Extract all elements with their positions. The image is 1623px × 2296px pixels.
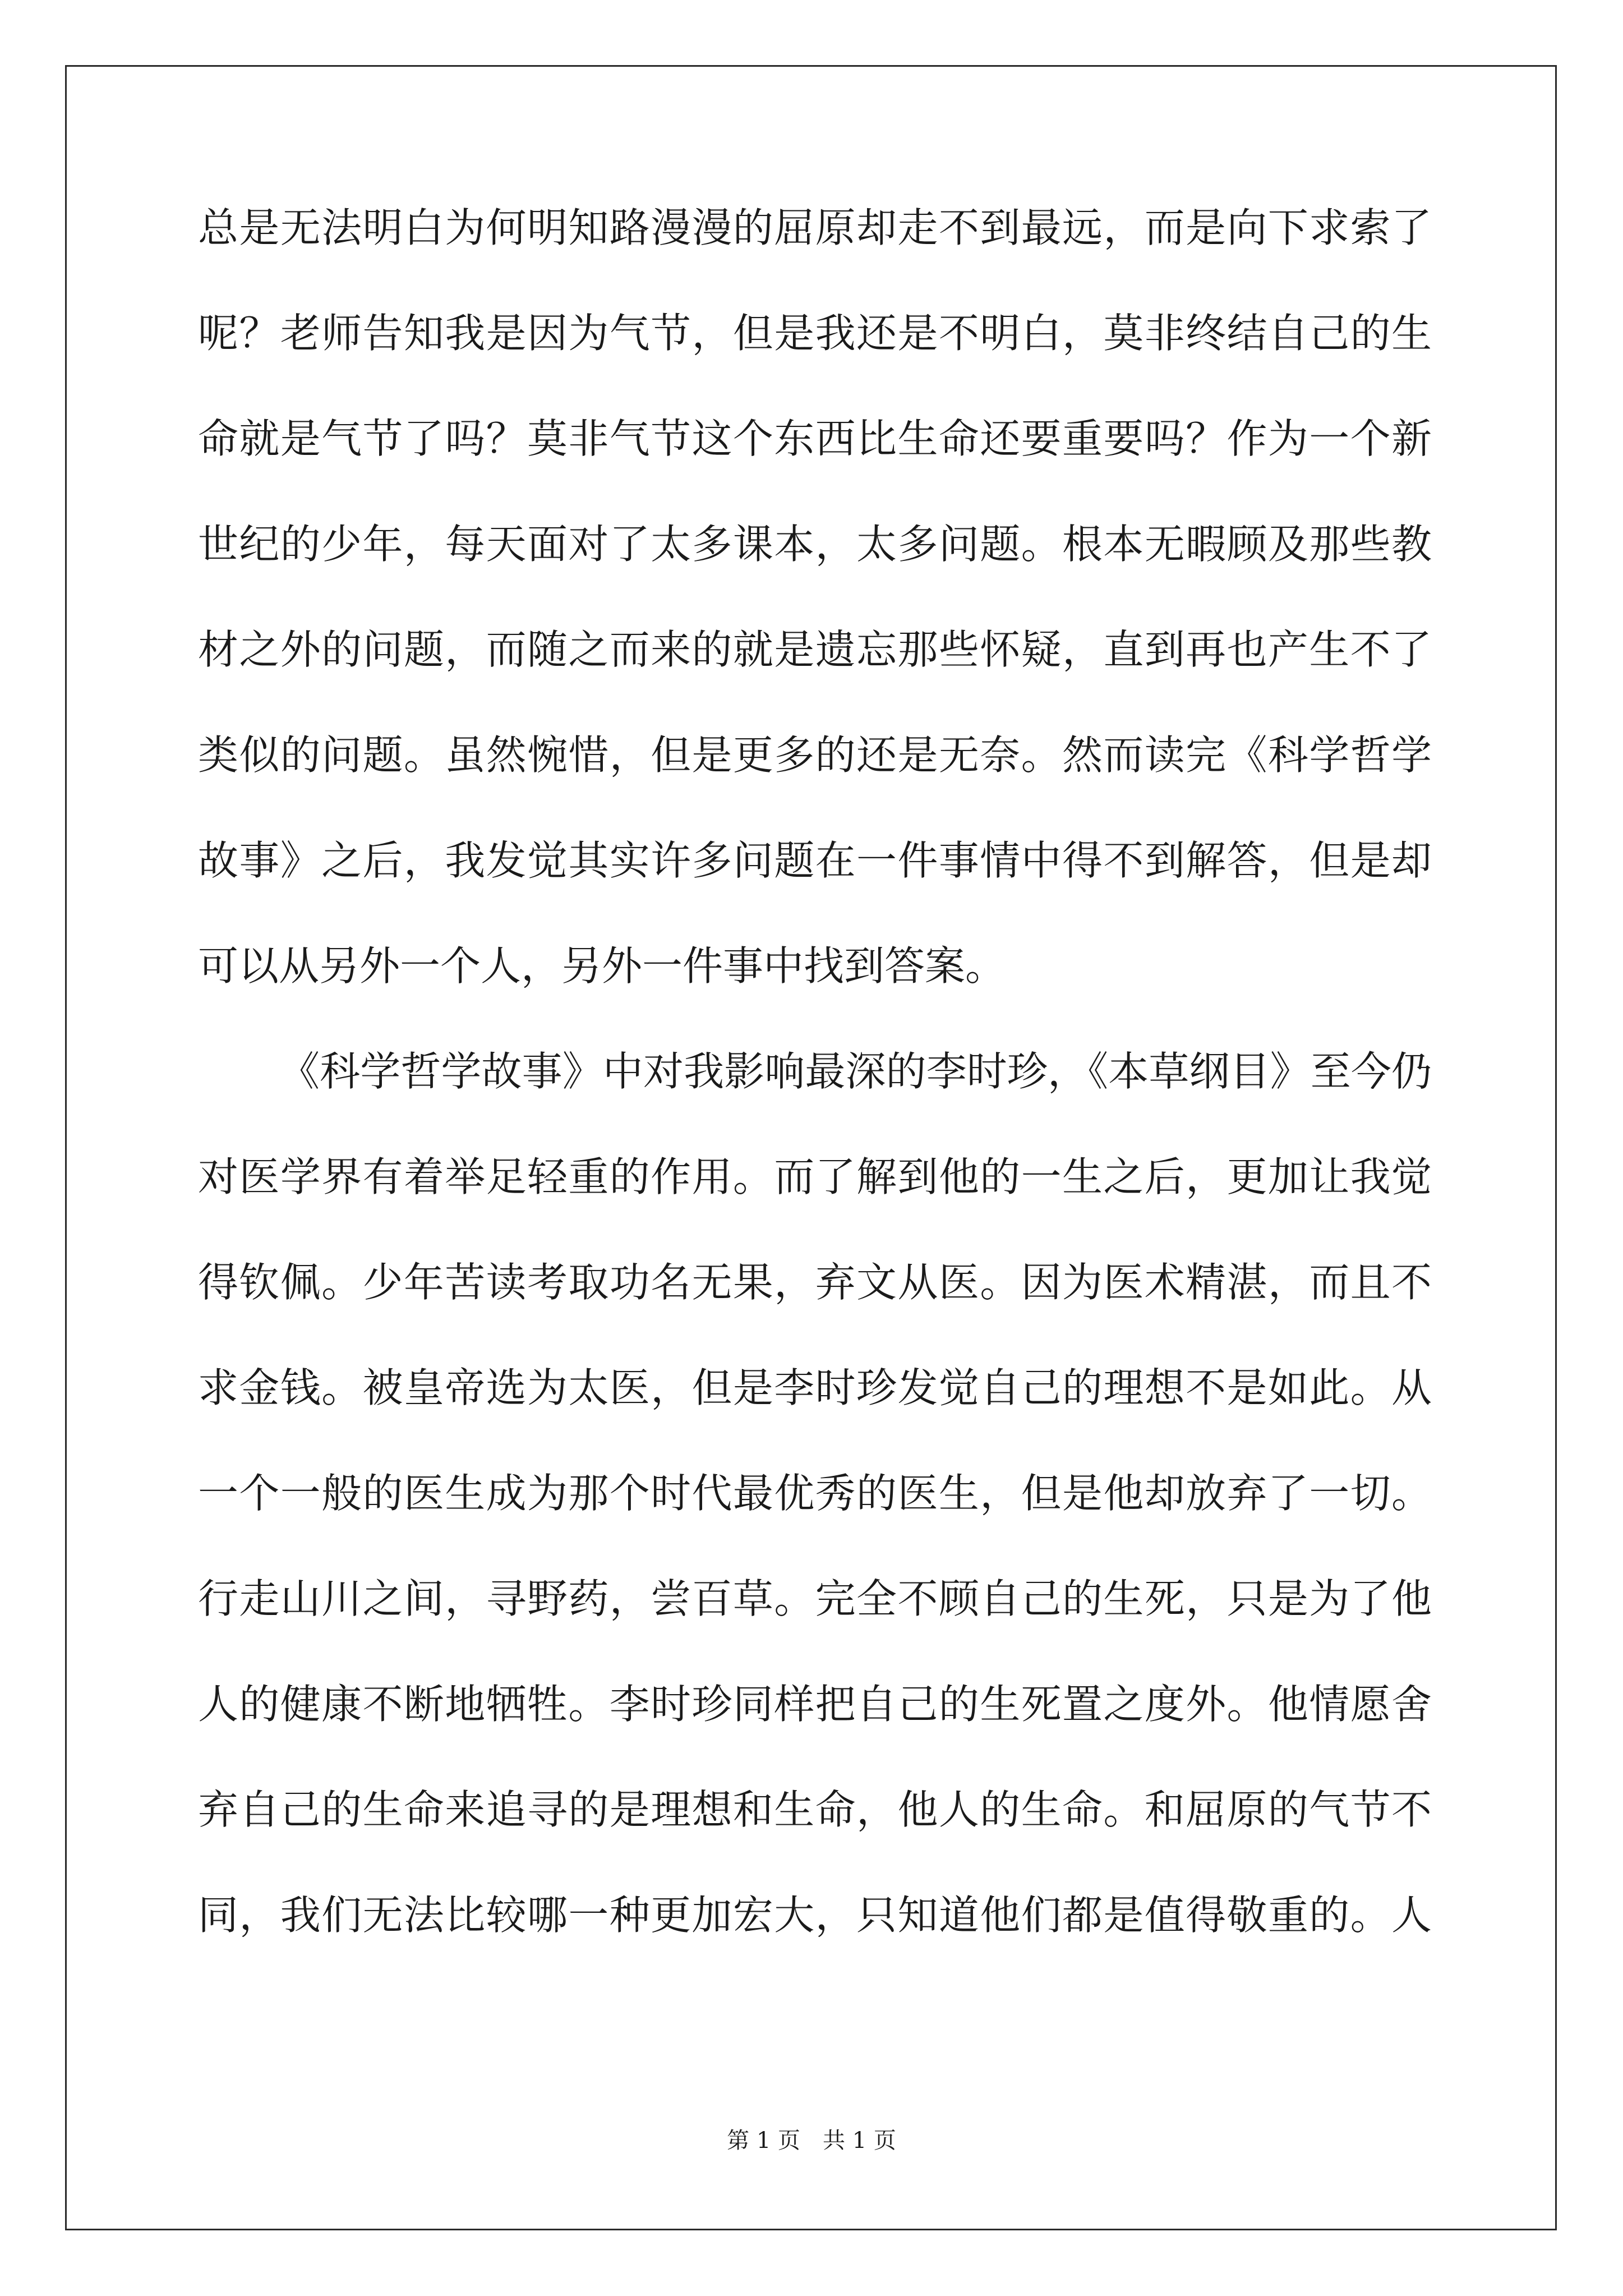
text-line: 人的健康不断地牺牲。李时珍同样把自己的生死置之度外。他情愿舍 — [198, 1681, 1432, 1728]
text-line: 总是无法明白为何明知路漫漫的屈原却走不到最远，而是向下求索了 — [198, 204, 1432, 251]
text-line: 对医学界有着举足轻重的作用。而了解到他的一生之后，更加让我觉 — [198, 1153, 1432, 1200]
text-line: 可以从另外一个人，另外一件事中找到答案。 — [198, 942, 1006, 990]
paragraph-1 — [198, 204, 1432, 1051]
page-number-label: 第 1 页 共 1 页 — [727, 2128, 896, 2154]
text-line: 得钦佩。少年苦读考取功名无果，弃文从医。因为医术精湛，而且不 — [198, 1259, 1432, 1306]
text-line: 行走山川之间，寻野药，尝百草。完全不顾自己的生死，只是为了他 — [198, 1575, 1432, 1622]
text-line: 材之外的问题，而随之而来的就是遗忘那些怀疑，直到再也产生不了 — [198, 626, 1432, 673]
page-footer — [0, 2128, 1623, 2153]
paragraph-2 — [198, 1048, 1432, 2000]
text-line: 一个一般的医生成为那个时代最优秀的医生，但是他却放弃了一切。 — [198, 1470, 1432, 1517]
text-line: 呢？老师告知我是因为气节，但是我还是不明白，莫非终结自己的生 — [198, 310, 1432, 357]
text-line: 同，我们无法比较哪一种更加宏大，只知道他们都是值得敬重的。人 — [198, 1892, 1432, 1939]
text-line: 弃自己的生命来追寻的是理想和生命，他人的生命。和屈原的气节不 — [198, 1786, 1432, 1833]
text-line: 类似的问题。虽然惋惜，但是更多的还是无奈。然而读完《科学哲学 — [198, 731, 1432, 779]
text-line: 命就是气节了吗？莫非气节这个东西比生命还要重要吗？作为一个新 — [198, 415, 1432, 462]
text-line: 故事》之后，我发觉其实许多问题在一件事情中得不到解答，但是却 — [198, 837, 1432, 884]
text-line: 世纪的少年，每天面对了太多课本，太多问题。根本无暇顾及那些教 — [198, 521, 1432, 568]
text-line: 《科学哲学故事》中对我影响最深的李时珍，《本草纲目》至今仍 — [279, 1048, 1432, 1095]
text-line: 求金钱。被皇帝选为太医，但是李时珍发觉自己的理想不是如此。从 — [198, 1364, 1432, 1411]
document-body — [198, 204, 1432, 2000]
